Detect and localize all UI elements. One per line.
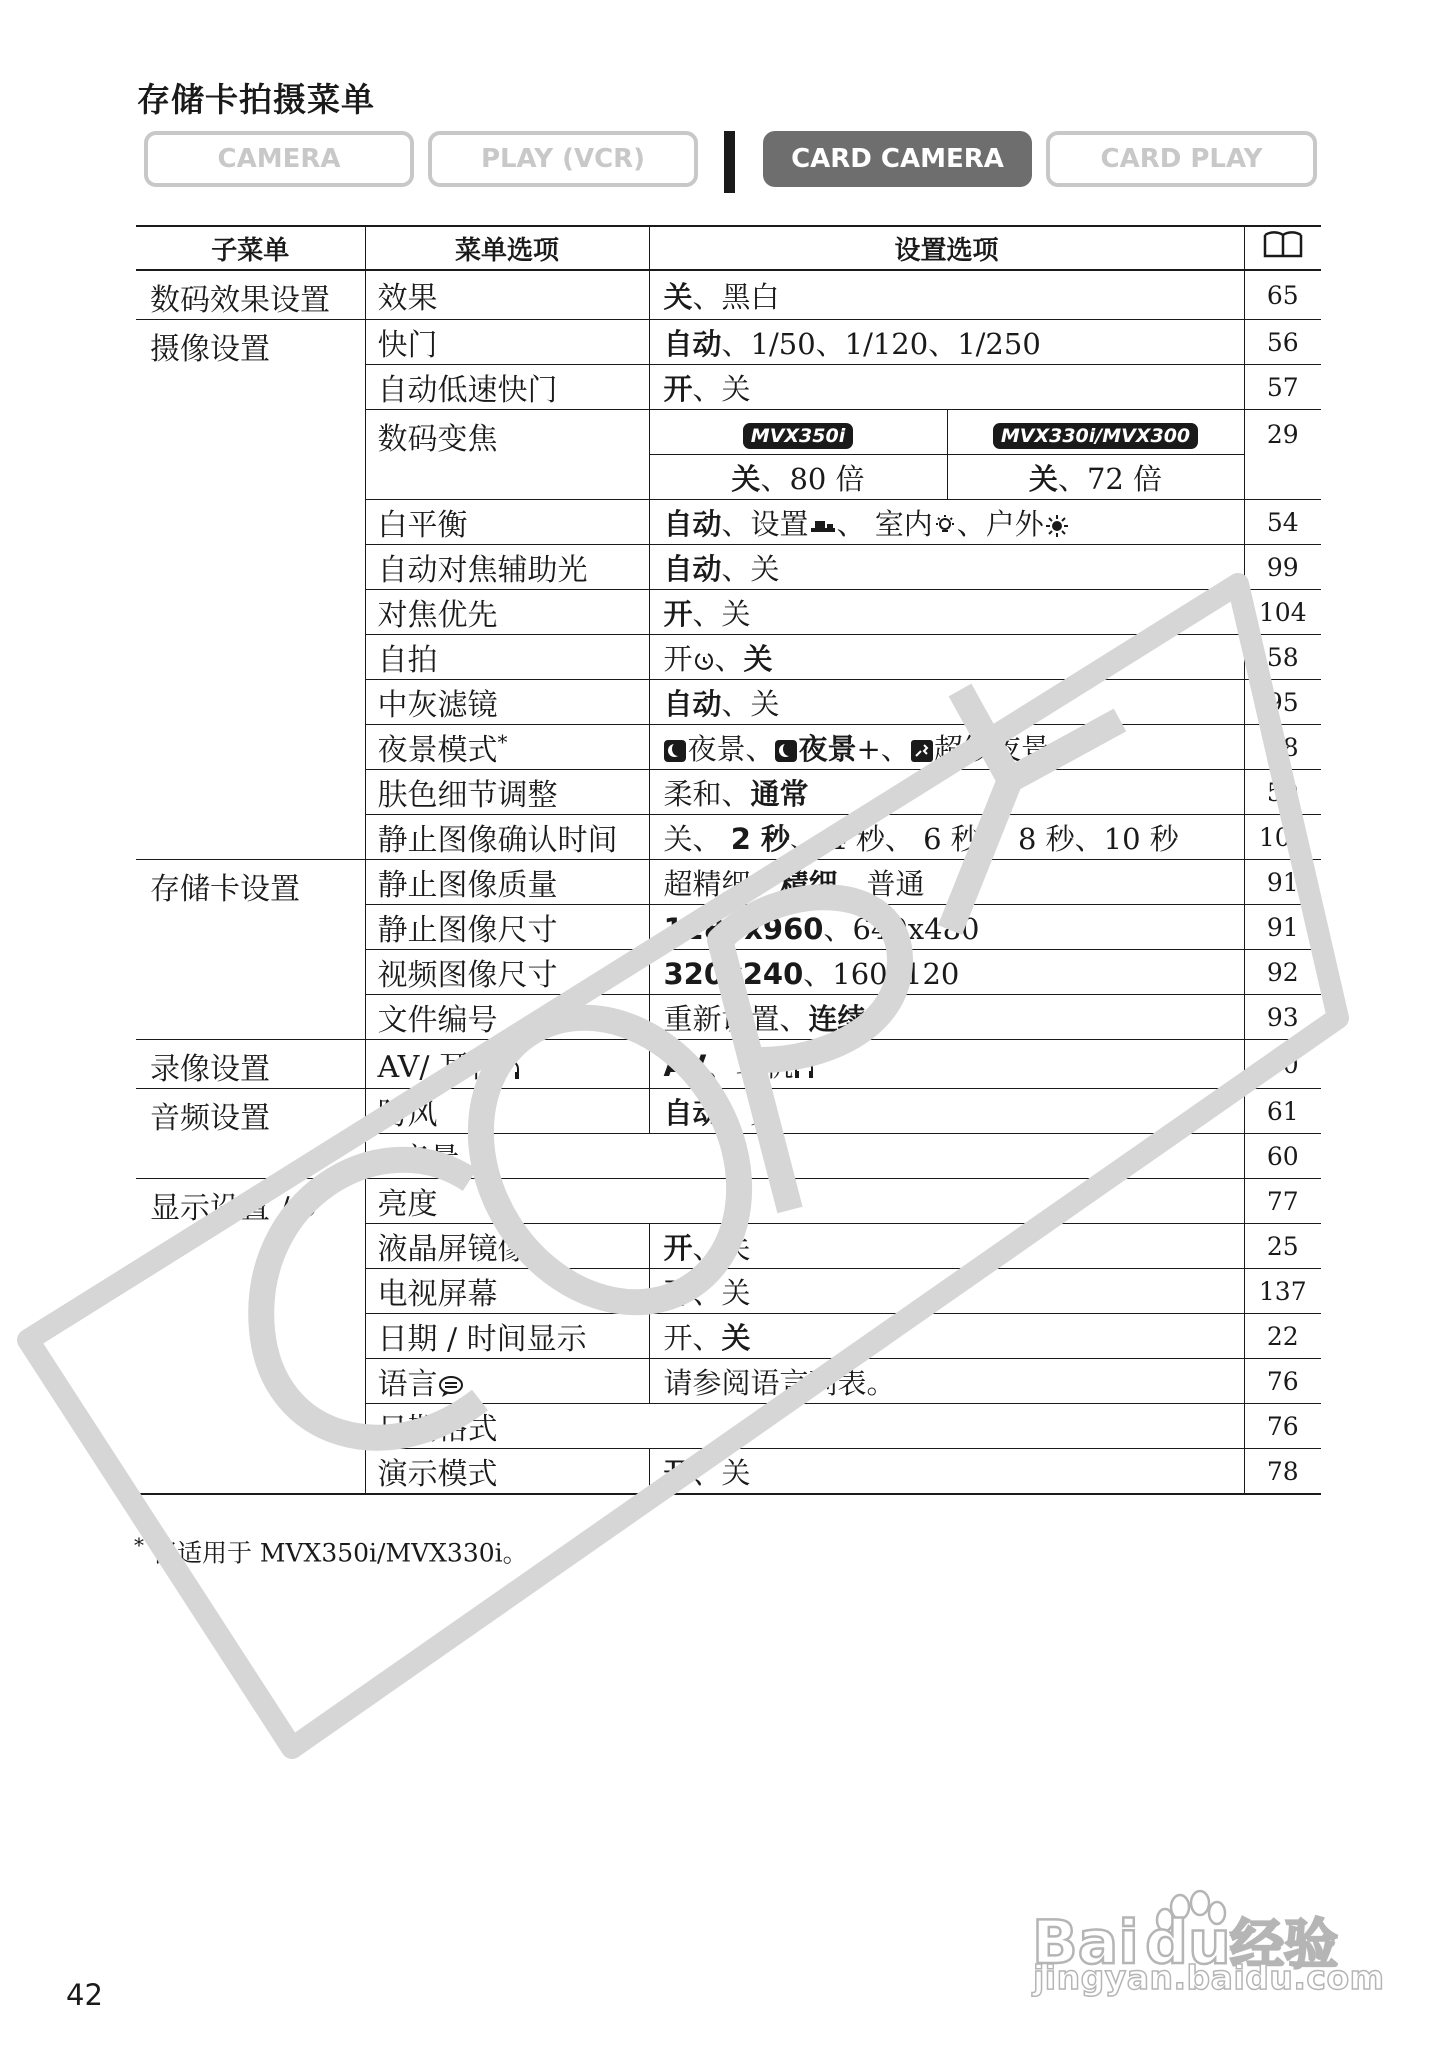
baidu-logo [1030, 1885, 1370, 2025]
menu-item: 静止图像质量 [365, 860, 649, 905]
settings-cell: 关、80 倍 [649, 455, 947, 500]
submenu-cell: 显示设置 / [136, 1179, 365, 1495]
settings-cell: 开、关 [649, 365, 1244, 410]
header-reference [1244, 226, 1321, 270]
settings-cell: 开、关 [649, 1449, 1244, 1495]
settings-cell: 自动、1/50、1/120、1/250 [649, 320, 1244, 365]
settings-cell: 开、关 [649, 1269, 1244, 1314]
settings-cell: AV、耳机 [649, 1040, 1244, 1089]
page-ref: 54 [1266, 507, 1299, 537]
menu-item: 语言 [365, 1359, 649, 1404]
submenu-cell: 数码效果设置 [136, 270, 365, 320]
submenu-cell: 音频设置 [136, 1089, 365, 1179]
menu-item: 数码变焦 [365, 410, 649, 500]
outdoor-sun-icon [1044, 513, 1070, 539]
menu-item: 日期格式 [365, 1404, 1244, 1449]
menu-item: 静止图像确认时间 [365, 815, 649, 860]
settings-cell: 关、72 倍 [947, 455, 1244, 500]
settings-cell: 1280x960、640x480 [649, 905, 1244, 950]
page-ref: 95 [1266, 687, 1299, 717]
menu-item: 音量 [365, 1134, 1244, 1179]
menu-item: 肤色细节调整 [365, 770, 649, 815]
svg-text:du: du [1145, 1908, 1231, 1978]
settings-cell: 重新设置、连续 [649, 995, 1244, 1040]
settings-cell: 请参阅语言列表。 [649, 1359, 1244, 1404]
page-ref: 58 [1266, 642, 1299, 672]
page-ref: 76 [1266, 1366, 1299, 1396]
page-ref: 93 [1266, 1002, 1299, 1032]
page-ref: 50 [1266, 777, 1299, 807]
settings-cell: 开、关 [649, 1314, 1244, 1359]
menu-item: 自拍 [365, 635, 649, 680]
page-ref: 99 [1266, 552, 1299, 582]
super-night-icon [910, 739, 934, 763]
settings-cell: 开、关 [649, 1224, 1244, 1269]
settings-cell: 320x240、160x120 [649, 950, 1244, 995]
settings-cell: 自动、设置 、 室内 、户外 [649, 500, 1244, 545]
menu-item: 白平衡 [365, 500, 649, 545]
settings-cell: 超精细、精细、普通 [649, 860, 1244, 905]
wb-set-icon [809, 516, 837, 536]
settings-cell: 自动、关 [649, 1089, 1244, 1134]
page-ref: 25 [1266, 1231, 1299, 1261]
settings-cell: 关、 2 秒、 4 秒、 6 秒、 8 秒、10 秒 [649, 815, 1244, 860]
night-plus-icon [775, 740, 797, 762]
page-title: 存储卡拍摄菜单 [137, 80, 375, 119]
menu-item: 液晶屏镜像 [365, 1224, 649, 1269]
night-mode-icon [664, 740, 686, 762]
menu-item: 亮度 [365, 1179, 1244, 1224]
menu-item: 快门 [365, 320, 649, 365]
svg-text:Bai: Bai [1032, 1908, 1139, 1978]
table-header-row [136, 226, 1321, 270]
model-cell [649, 410, 947, 455]
page-ref: 104 [1258, 597, 1307, 627]
menu-item: 电视屏幕 [365, 1269, 649, 1314]
headphones-icon [499, 1057, 521, 1081]
settings-cell: 夜景、 夜景+、 超级夜景 [649, 725, 1244, 770]
page-ref: 60 [1266, 1141, 1299, 1171]
submenu-cell: 摄像设置 [136, 320, 365, 860]
settings-cell: 开、关 [649, 590, 1244, 635]
menu-item: 静止图像尺寸 [365, 905, 649, 950]
model-badge: MVX330i/MVX300 [993, 423, 1198, 449]
table-row [136, 1089, 1321, 1134]
speech-bubble-icon [290, 1198, 316, 1222]
headphones-icon [378, 1149, 400, 1173]
settings-cell: 自动、关 [649, 545, 1244, 590]
baidu-url: jingyan.baidu.com [1033, 1958, 1385, 1997]
header-options: 设置选项 [649, 226, 1244, 270]
speech-bubble-icon [438, 1374, 464, 1398]
settings-cell: 自动、关 [649, 680, 1244, 725]
page-ref: 77 [1244, 1179, 1321, 1224]
model-cell [947, 410, 1244, 455]
page-ref: 60 [1266, 1049, 1299, 1079]
page-ref: 22 [1266, 1321, 1299, 1351]
page-ref: 61 [1244, 1089, 1321, 1134]
page-ref: 91 [1266, 912, 1299, 942]
page-ref: 92 [1266, 957, 1299, 987]
settings-cell: 关、黑白 [649, 270, 1244, 320]
menu-item: 防风 [365, 1089, 649, 1134]
menu-item: 夜景模式* [365, 725, 649, 770]
menu-item: 对焦优先 [365, 590, 649, 635]
submenu-cell: 录像设置 [136, 1040, 365, 1089]
table-row [136, 1179, 1321, 1224]
table-row [136, 1040, 1321, 1089]
page-number: 42 [66, 1978, 103, 2012]
page-ref: 56 [1244, 320, 1321, 365]
header-submenu: 子菜单 [136, 226, 365, 270]
menu-item: 自动对焦辅助光 [365, 545, 649, 590]
page-ref: 78 [1266, 1456, 1299, 1486]
mode-divider [724, 131, 735, 193]
book-icon [1262, 230, 1304, 260]
submenu-cell: 存储卡设置 [136, 860, 365, 1040]
footnote: * 仅适用于 MVX350i/MVX330i。 [134, 1533, 528, 1568]
tab-play-vcr[interactable]: PLAY (VCR) [428, 131, 698, 187]
table-row [136, 270, 1321, 320]
settings-cell: 柔和、通常 [649, 770, 1244, 815]
settings-cell: 开 、关 [649, 635, 1244, 680]
page-ref: 65 [1266, 280, 1299, 310]
svg-text:经验: 经验 [1230, 1913, 1338, 1976]
page-ref: 137 [1258, 1276, 1307, 1306]
menu-item: 演示模式 [365, 1449, 649, 1495]
menu-item: 自动低速快门 [365, 365, 649, 410]
menu-item: 效果 [365, 270, 649, 320]
page-ref: 57 [1266, 372, 1299, 402]
self-timer-icon [693, 650, 715, 672]
page-ref: 29 [1266, 420, 1299, 449]
table-row [136, 860, 1321, 905]
headphones-icon [793, 1056, 815, 1080]
menu-item: 视频图像尺寸 [365, 950, 649, 995]
model-badge: MVX350i [743, 423, 853, 449]
tab-card-play[interactable]: CARD PLAY [1046, 131, 1317, 187]
tab-camera[interactable]: CAMERA [144, 131, 414, 187]
menu-item: AV/ 耳机 [365, 1040, 649, 1089]
tab-card-camera[interactable]: CARD CAMERA [763, 131, 1032, 187]
page-ref: 91 [1244, 860, 1321, 905]
menu-table [136, 225, 1321, 1495]
page-ref: 48 [1266, 732, 1299, 762]
table-row [136, 320, 1321, 365]
page-ref: 100 [1258, 822, 1307, 852]
menu-item: 文件编号 [365, 995, 649, 1040]
header-item: 菜单选项 [365, 226, 649, 270]
menu-item: 中灰滤镜 [365, 680, 649, 725]
indoor-bulb-icon [933, 514, 957, 538]
page-ref: 76 [1266, 1411, 1299, 1441]
menu-item: 日期 / 时间显示 [365, 1314, 649, 1359]
